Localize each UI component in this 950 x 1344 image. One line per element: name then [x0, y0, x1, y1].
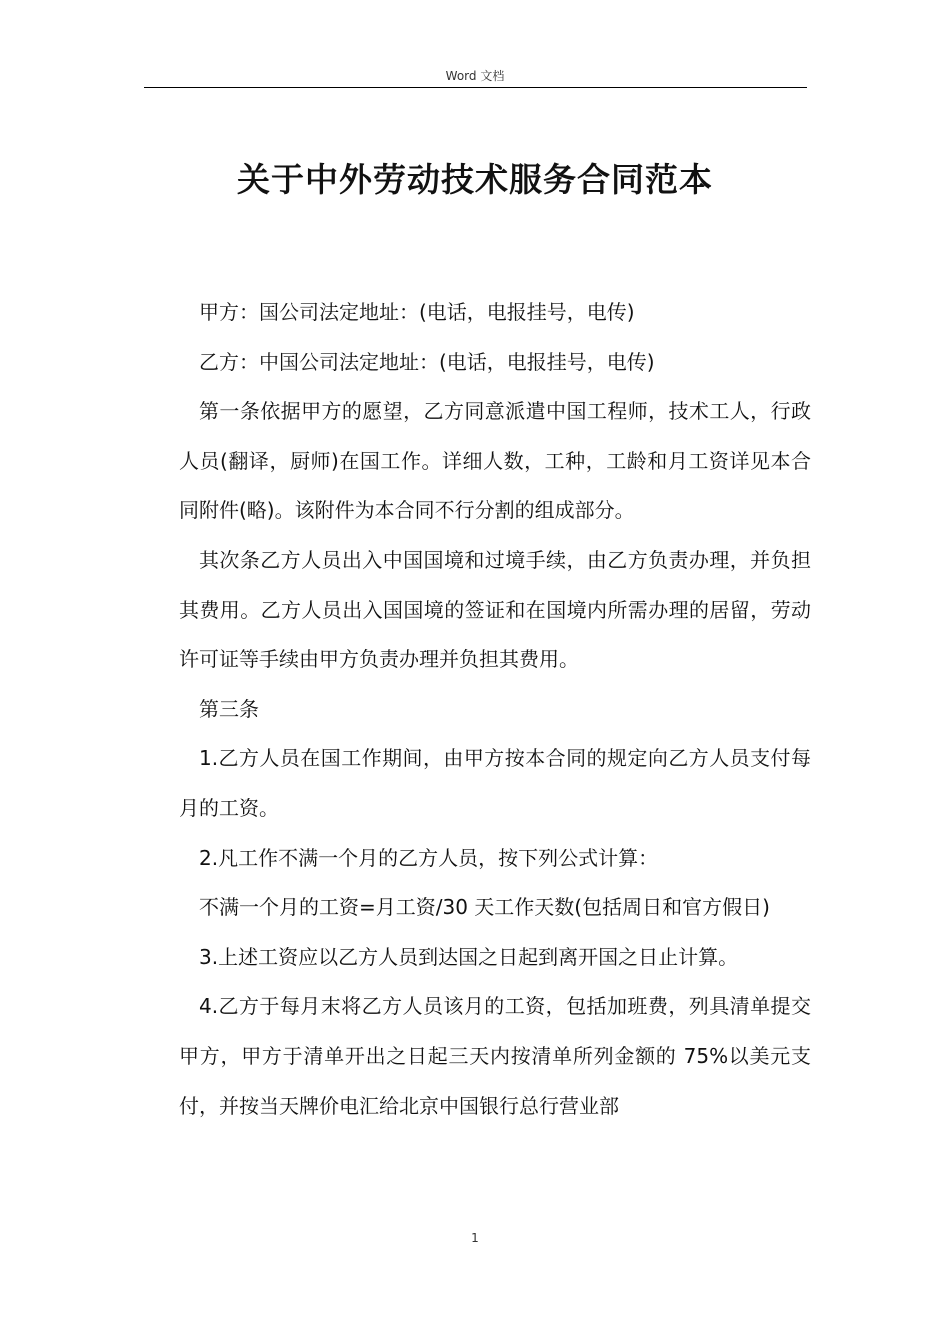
paragraph-article-1: 第一条依据甲方的愿望，乙方同意派遣中国工程师，技术工人，行政人员(翻译，厨师)在国工作。详细人数，工种，工龄和月工资详见本合同附件(略)。该附件为本合同不行分割的组成部分。 — [179, 399, 811, 523]
paragraph-article-3-heading: 第三条 — [199, 696, 259, 721]
paragraph-clause-4: 4.乙方于每月末将乙方人员该月的工资，包括加班费，列具清单提交甲方，甲方于清单开出之日起三天内按清单所列金额的 75%以美元支付，并按当天牌价电汇给北京中国银行总行营业部 — [179, 994, 811, 1118]
page-header: Word 文档 — [445, 69, 505, 83]
paragraph-clause-1: 1.乙方人员在国工作期间，由甲方按本合同的规定向乙方人员支付每月的工资。 — [179, 746, 811, 820]
paragraph-clause-2: 2.凡工作不满一个月的乙方人员，按下列公式计算： — [199, 845, 659, 870]
paragraph-party-b: 乙方：中国公司法定地址：(电话，电报挂号，电传) — [199, 349, 655, 374]
paragraph-article-2: 其次条乙方人员出入中国国境和过境手续，由乙方负责办理，并负担其费用。乙方人员出入国国境的签证和在国境内所需办理的居留，劳动许可证等手续由甲方负责办理并负担其费用。 — [179, 547, 811, 672]
paragraph-formula: 不满一个月的工资=月工资/30 天工作天数(包括周日和官方假日) — [199, 895, 770, 920]
paragraph-party-a: 甲方：国公司法定地址：(电话，电报挂号，电传) — [199, 300, 635, 324]
document-title: 关于中外劳动技术服务合同范本 — [237, 160, 713, 199]
page-number: 1 — [471, 1231, 479, 1245]
document-body — [179, 288, 811, 1131]
header-divider — [144, 87, 807, 88]
paragraph-clause-3: 3.上述工资应以乙方人员到达国之日起到离开国之日止计算。 — [199, 944, 739, 969]
